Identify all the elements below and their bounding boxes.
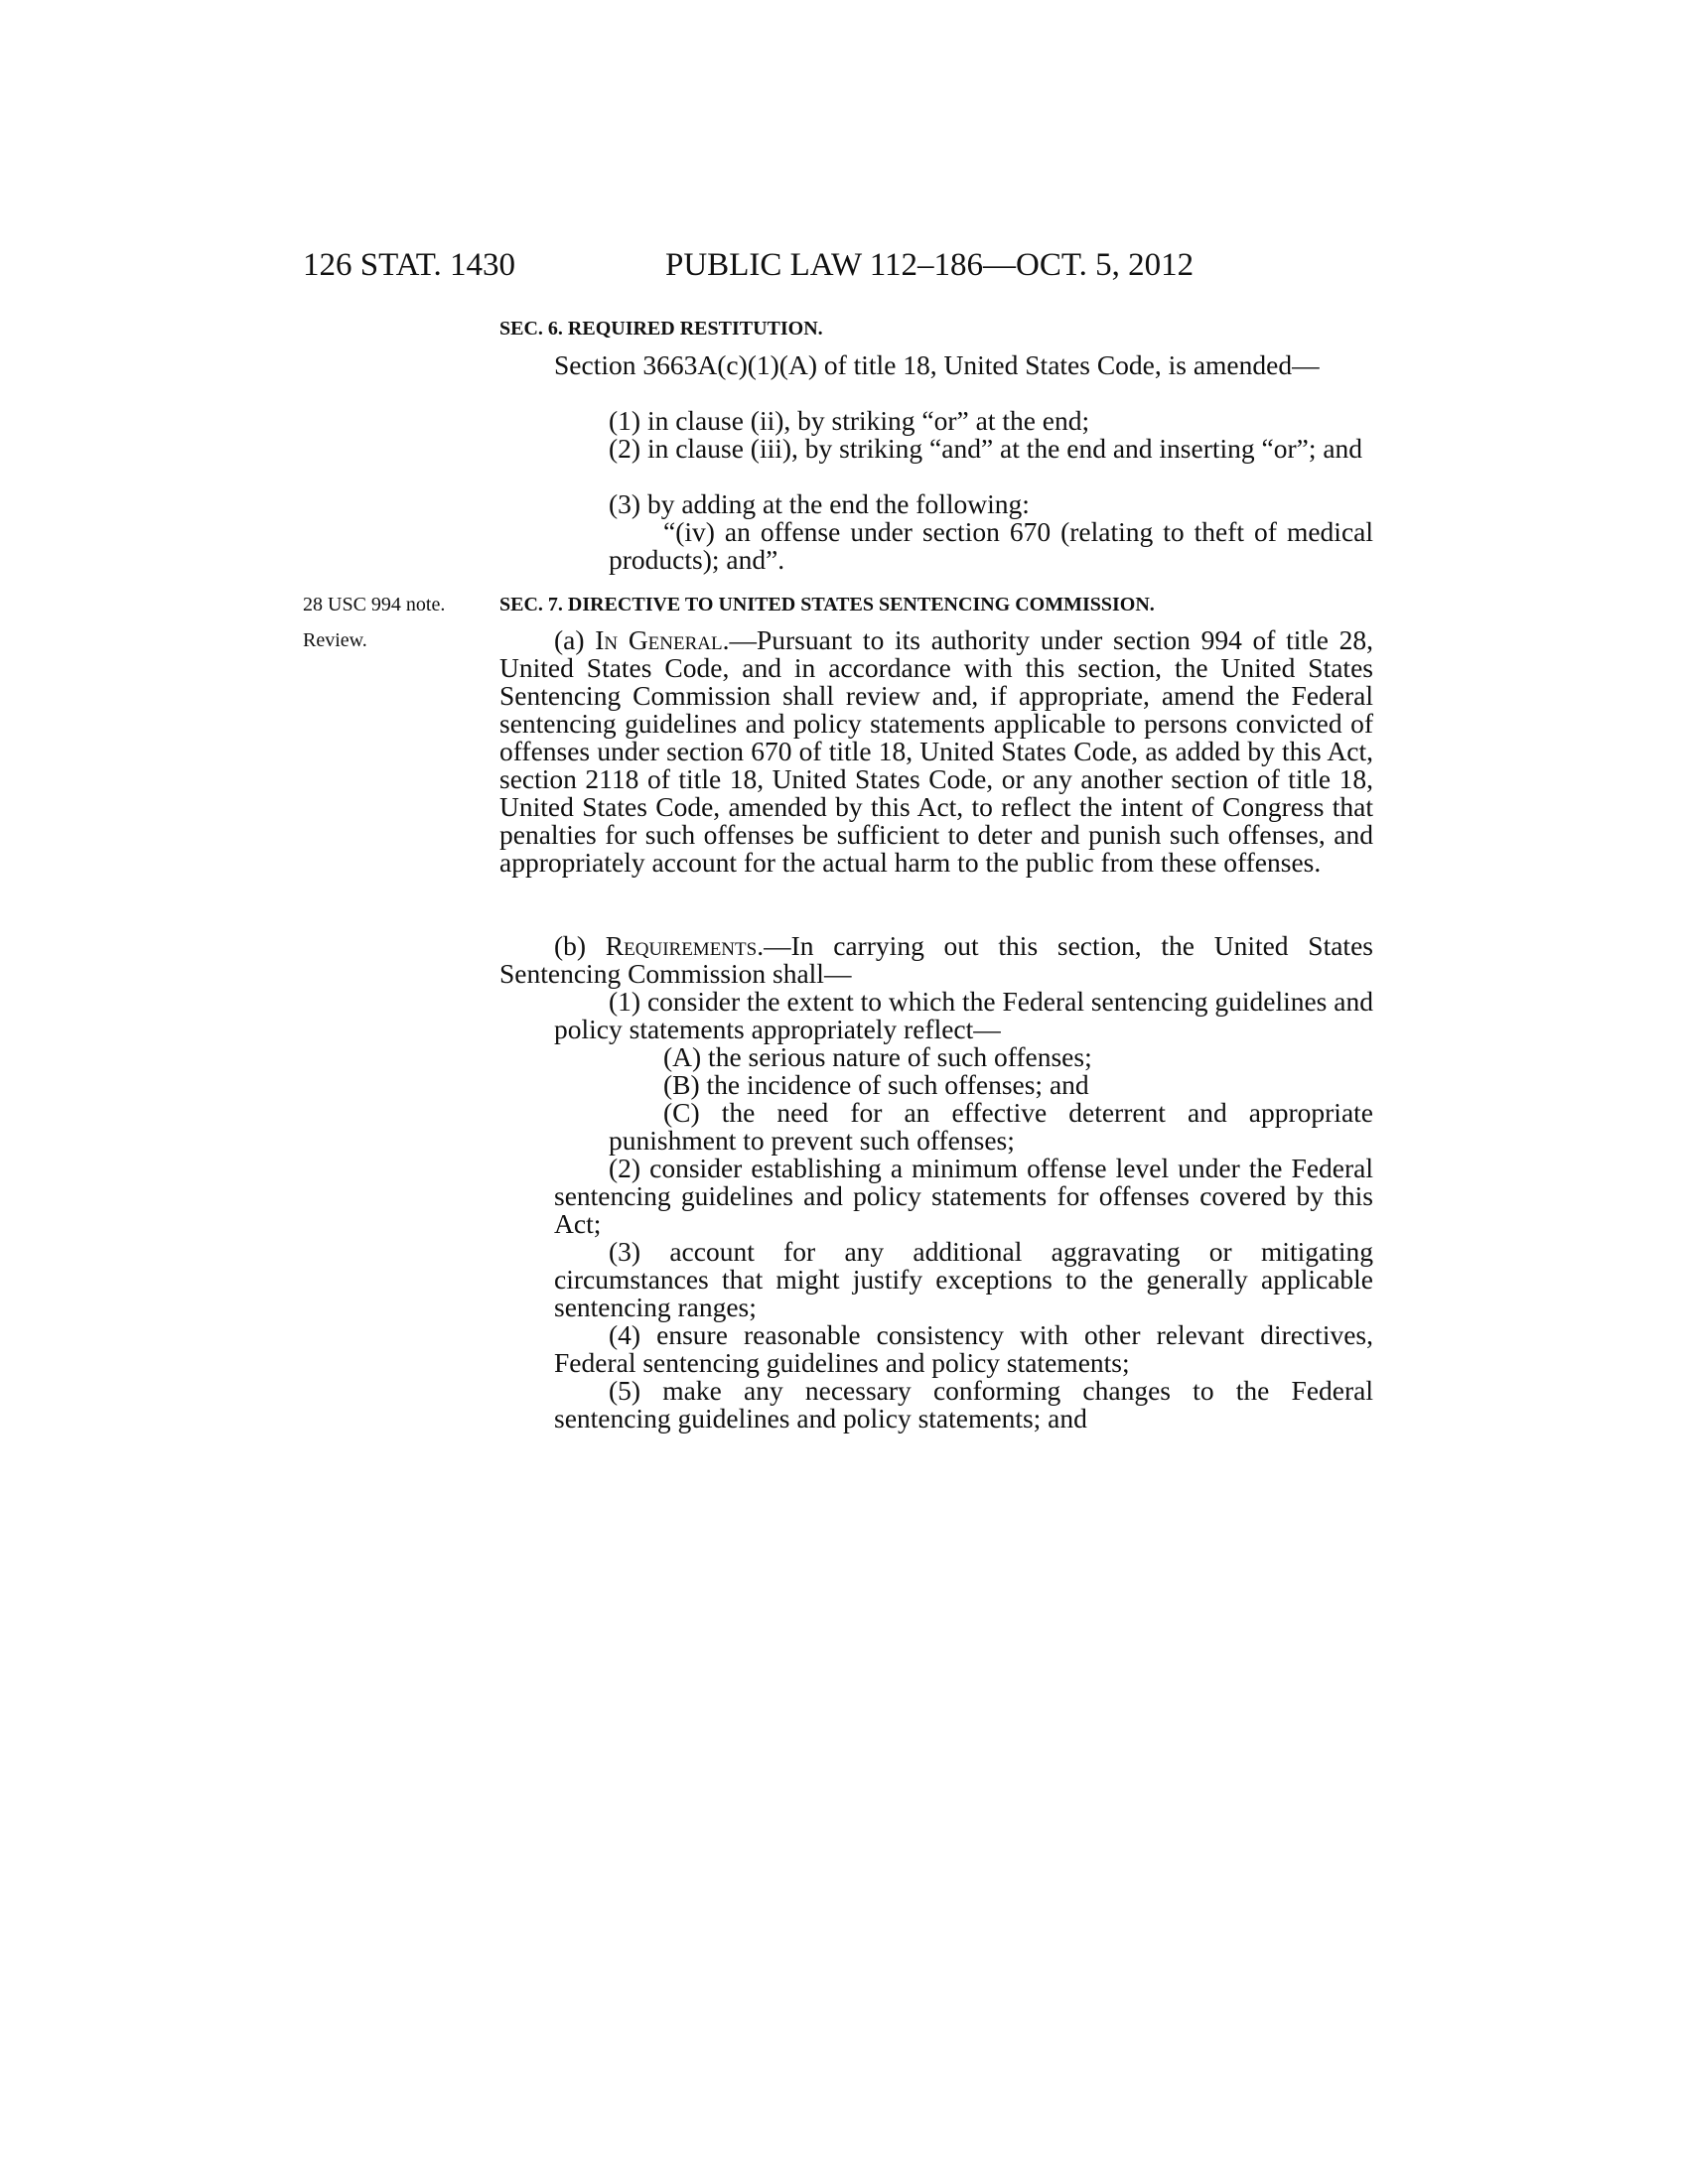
paragraph-b5	[554, 1377, 1373, 1433]
paragraph-b1-C	[609, 1099, 1373, 1155]
subsection-b-label: (b)	[554, 930, 606, 961]
subsection-a	[499, 626, 1373, 877]
paragraph-b4	[554, 1321, 1373, 1377]
section-6-item-3-text: (3) by adding at the end the following:	[609, 488, 1030, 519]
subsection-b-caption: Requirements	[605, 930, 758, 961]
margin-note-review: Review.	[303, 629, 367, 651]
paragraph-b3	[554, 1238, 1373, 1321]
paragraph-b3-text: (3) account for any additional aggravating or mitigating circumstances that might justify exceptions to the generally applicable sentencing ranges;	[554, 1236, 1373, 1322]
paragraph-b1-A	[609, 1043, 1373, 1071]
subsection-a-caption: In General	[595, 624, 723, 655]
paragraph-b2-text: (2) consider establishing a minimum offense level under the Federal sentencing guidelines and policy statements for offenses covered by this Act;	[554, 1153, 1373, 1239]
paragraph-b5-text: (5) make any necessary conforming changes to the Federal sentencing guidelines and policy statements; and	[554, 1375, 1373, 1433]
paragraph-b1	[554, 988, 1373, 1043]
paragraph-b4-text: (4) ensure reasonable consistency with other relevant directives, Federal sentencing guidelines and policy statements;	[554, 1319, 1373, 1378]
subsection-a-body: .—Pursuant to its authority under section 994 of title 28, United States Code, and in accordance with this section, the United States Sentencing Commission shall review and, if appropriate, amend the Federal sentencing guidelines and policy statements applicable to persons convicted of offenses under section 670 of title 18, United States Code, as added by this Act, section 2118 of title 18, United States Code, or any another section of title 18, United States Code, amended by this Act, to reflect the intent of Congress that penalties for such offenses be sufficient to deter and punish such offenses, and appropriately account for the actual harm to the public from these offenses.	[499, 624, 1374, 878]
section-6-item-2-text: (2) in clause (iii), by striking “and” at the end and inserting “or”; and	[609, 433, 1363, 464]
section-6-item-3	[554, 490, 1373, 518]
section-6-item-2	[554, 435, 1373, 463]
subsection-a-text	[499, 626, 1373, 877]
paragraph-b1-A-text: (A) the serious nature of such offenses;	[663, 1041, 1092, 1072]
margin-note-usc: 28 USC 994 note.	[303, 594, 446, 615]
section-6-quoted-clause-text: “(iv) an offense under section 670 (relating to theft of medical products); and”.	[609, 516, 1373, 575]
section-6-heading: SEC. 6. REQUIRED RESTITUTION.	[499, 318, 823, 340]
paragraph-b1-C-text: (C) the need for an effective deterrent and appropriate punishment to prevent such offenses;	[609, 1097, 1373, 1156]
paragraph-b1-text: (1) consider the extent to which the Federal sentencing guidelines and policy statements appropriately reflect—	[554, 986, 1373, 1044]
subsection-b	[499, 932, 1373, 988]
section-6-intro-text: Section 3663A(c)(1)(A) of title 18, United States Code, is amended—	[554, 349, 1320, 380]
subsection-b-text	[499, 932, 1373, 988]
paragraph-b1-B	[609, 1071, 1373, 1099]
section-6-intro	[499, 351, 1373, 379]
paragraph-b1-B-text: (B) the incidence of such offenses; and	[663, 1069, 1089, 1100]
subsection-b-body: .—In carrying out this section, the United States Sentencing Commission shall—	[499, 930, 1373, 989]
section-6-quoted-clause	[609, 518, 1373, 574]
page-header-title: PUBLIC LAW 112–186—OCT. 5, 2012	[665, 247, 1195, 283]
subsection-a-label: (a)	[554, 624, 596, 655]
section-6-item-1	[554, 407, 1373, 435]
section-7-heading: SEC. 7. DIRECTIVE TO UNITED STATES SENTENCING COMMISSION.	[499, 594, 1155, 615]
section-6-item-1-text: (1) in clause (ii), by striking “or” at the end;	[609, 405, 1090, 436]
paragraph-b2	[554, 1155, 1373, 1238]
page-reference: 126 STAT. 1430	[303, 247, 516, 283]
